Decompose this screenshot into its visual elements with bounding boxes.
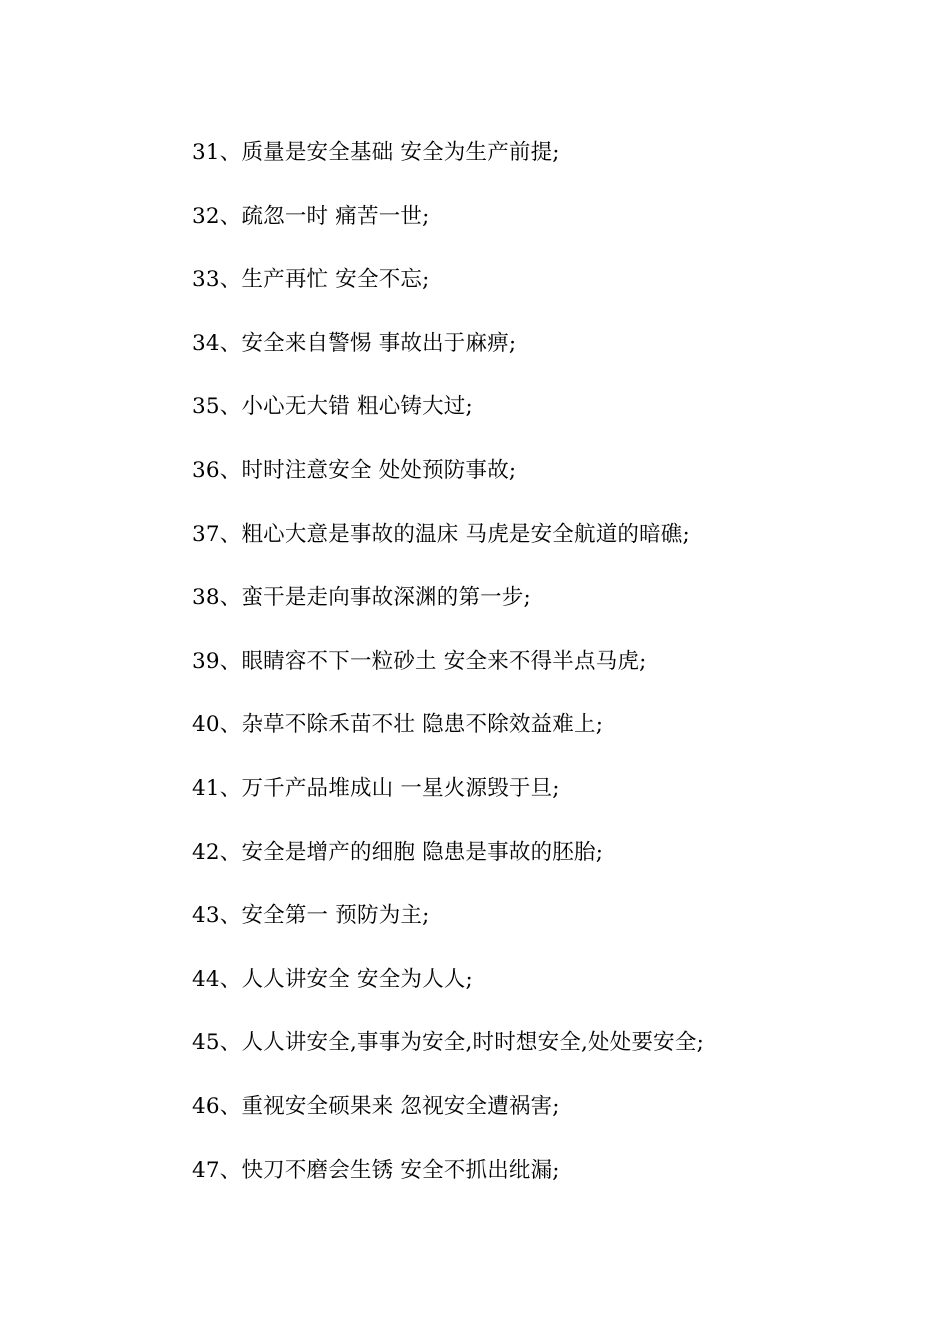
list-item: 43、安全第一 预防为主; [192, 903, 430, 929]
list-item: 36、时时注意安全 处处预防事故; [192, 457, 517, 483]
list-item: 35、小心无大错 粗心铸大过; [192, 394, 473, 420]
list-item: 47、快刀不磨会生锈 安全不抓出纰漏; [192, 1157, 560, 1183]
list-item: 42、安全是增产的细胞 隐患是事故的胚胎; [192, 839, 604, 865]
list-item: 34、安全来自警惕 事故出于麻痹; [192, 330, 517, 356]
list-item: 44、人人讲安全 安全为人人; [192, 966, 473, 992]
list-item: 40、杂草不除禾苗不壮 隐患不除效益难上; [192, 712, 604, 738]
list-item: 45、人人讲安全,事事为安全,时时想安全,处处要安全; [192, 1030, 705, 1056]
list-item: 41、万千产品堆成山 一星火源毁于旦; [192, 775, 560, 801]
list-item: 37、粗心大意是事故的温床 马虎是安全航道的暗礁; [192, 521, 690, 547]
list-item: 31、质量是安全基础 安全为生产前提; [192, 140, 560, 165]
list-item: 46、重视安全硕果来 忽视安全遭祸害; [192, 1093, 560, 1119]
list-item: 32、疏忽一时 痛苦一世; [192, 203, 430, 229]
list-item: 38、蛮干是走向事故深渊的第一步; [192, 585, 532, 611]
slogan-list [192, 134, 704, 1215]
list-item: 39、眼睛容不下一粒砂土 安全来不得半点马虎; [192, 648, 647, 674]
list-item: 33、生产再忙 安全不忘; [192, 267, 430, 293]
